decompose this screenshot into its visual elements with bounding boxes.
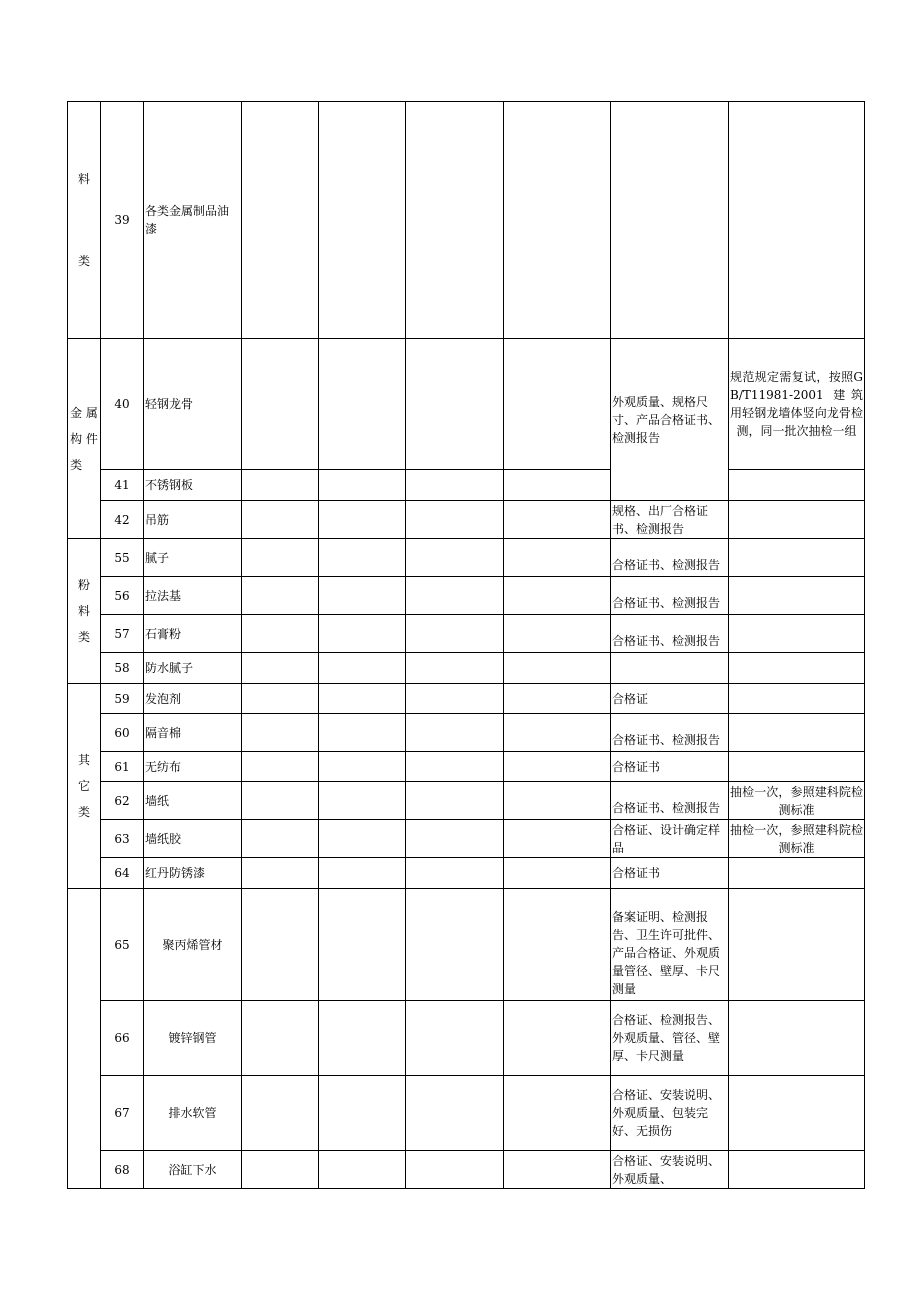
item-name: 各类金属制品油漆 (144, 102, 242, 339)
empty-cell (319, 470, 406, 501)
item-requirement: 外观质量、规格尺寸、产品合格证书、检测报告 (611, 339, 729, 501)
item-number: 61 (101, 752, 144, 782)
empty-cell (242, 820, 319, 858)
item-number: 39 (101, 102, 144, 339)
item-number: 55 (101, 539, 144, 577)
item-number: 63 (101, 820, 144, 858)
item-name: 镀锌钢管 (144, 1001, 242, 1076)
empty-cell (504, 501, 611, 539)
empty-cell (242, 615, 319, 653)
item-name: 红丹防锈漆 (144, 858, 242, 889)
item-note (729, 102, 865, 339)
item-number: 40 (101, 339, 144, 470)
empty-cell (319, 102, 406, 339)
item-name: 腻子 (144, 539, 242, 577)
item-note (729, 577, 865, 615)
empty-cell (504, 752, 611, 782)
category-label: 构 件 (70, 431, 98, 446)
item-name: 墙纸 (144, 782, 242, 820)
item-number: 41 (101, 470, 144, 501)
empty-cell (406, 752, 504, 782)
category-cell (68, 889, 101, 1189)
item-note (729, 752, 865, 782)
item-number: 64 (101, 858, 144, 889)
item-requirement: 合格证书、检测报告 (611, 782, 729, 820)
item-note (729, 653, 865, 684)
item-name: 石膏粉 (144, 615, 242, 653)
empty-cell (406, 615, 504, 653)
category-label: 类 (70, 457, 83, 472)
empty-cell (242, 577, 319, 615)
empty-cell (319, 577, 406, 615)
empty-cell (504, 615, 611, 653)
item-note (729, 889, 865, 1001)
empty-cell (406, 1076, 504, 1151)
category-label: 金 属 (70, 405, 98, 420)
item-note (729, 714, 865, 752)
empty-cell (242, 501, 319, 539)
empty-cell (406, 782, 504, 820)
category-cell (68, 102, 101, 339)
item-name: 发泡剂 (144, 684, 242, 714)
item-requirement (611, 102, 729, 339)
empty-cell (406, 102, 504, 339)
empty-cell (242, 889, 319, 1001)
empty-cell (319, 539, 406, 577)
item-number: 66 (101, 1001, 144, 1076)
category-cell (68, 684, 101, 889)
table-row (68, 470, 865, 501)
table-row (68, 1151, 865, 1189)
item-requirement (611, 653, 729, 684)
empty-cell (504, 782, 611, 820)
empty-cell (242, 102, 319, 339)
empty-cell (406, 889, 504, 1001)
category-cell (68, 339, 101, 539)
item-requirement: 合格证书、检测报告 (611, 615, 729, 653)
item-name: 无纺布 (144, 752, 242, 782)
empty-cell (242, 684, 319, 714)
empty-cell (319, 782, 406, 820)
item-requirement: 规格、出厂合格证书、检测报告 (611, 501, 729, 539)
table-row (68, 752, 865, 782)
empty-cell (504, 577, 611, 615)
empty-cell (406, 470, 504, 501)
material-inspection-table (67, 101, 865, 1189)
item-name: 浴缸下水 (144, 1151, 242, 1189)
empty-cell (319, 615, 406, 653)
empty-cell (504, 684, 611, 714)
table-row (68, 889, 865, 1001)
item-requirement: 合格证书 (611, 752, 729, 782)
empty-cell (504, 714, 611, 752)
table-row (68, 615, 865, 653)
empty-cell (406, 858, 504, 889)
empty-cell (504, 539, 611, 577)
table-row (68, 102, 865, 339)
empty-cell (504, 889, 611, 1001)
empty-cell (406, 539, 504, 577)
item-name: 隔音棉 (144, 714, 242, 752)
item-number: 60 (101, 714, 144, 752)
empty-cell (504, 102, 611, 339)
item-requirement: 合格证 (611, 684, 729, 714)
table-row (68, 539, 865, 577)
item-requirement: 合格证、检测报告、外观质量、管径、壁厚、卡尺测量 (611, 1001, 729, 1076)
empty-cell (242, 1151, 319, 1189)
empty-cell (406, 577, 504, 615)
empty-cell (319, 858, 406, 889)
item-requirement: 备案证明、检测报告、卫生许可批件、产品合格证、外观质量管径、壁厚、卡尺测量 (611, 889, 729, 1001)
empty-cell (406, 820, 504, 858)
item-note (729, 1076, 865, 1151)
table-row (68, 858, 865, 889)
empty-cell (504, 820, 611, 858)
category-cell (68, 539, 101, 684)
item-number: 65 (101, 889, 144, 1001)
empty-cell (406, 684, 504, 714)
empty-cell (319, 1076, 406, 1151)
empty-cell (406, 714, 504, 752)
item-requirement: 合格证、安装说明、外观质量、包装完好、无损伤 (611, 1076, 729, 1151)
empty-cell (319, 339, 406, 470)
empty-cell (319, 653, 406, 684)
category-label: 类 (77, 630, 90, 644)
item-note (729, 1151, 865, 1189)
item-requirement: 合格证、安装说明、外观质量、 (611, 1151, 729, 1189)
empty-cell (406, 339, 504, 470)
empty-cell (319, 1151, 406, 1189)
empty-cell (406, 501, 504, 539)
empty-cell (504, 1076, 611, 1151)
item-note (729, 539, 865, 577)
table-row (68, 653, 865, 684)
item-number: 57 (101, 615, 144, 653)
empty-cell (242, 1076, 319, 1151)
empty-cell (242, 714, 319, 752)
category-label: 粉 (77, 578, 90, 592)
empty-cell (504, 653, 611, 684)
empty-cell (504, 1151, 611, 1189)
empty-cell (319, 752, 406, 782)
empty-cell (504, 858, 611, 889)
item-number: 68 (101, 1151, 144, 1189)
empty-cell (242, 1001, 319, 1076)
empty-cell (406, 1151, 504, 1189)
empty-cell (242, 539, 319, 577)
empty-cell (406, 1001, 504, 1076)
empty-cell (242, 339, 319, 470)
category-label: 它 (77, 779, 90, 793)
empty-cell (242, 653, 319, 684)
table-row (68, 684, 865, 714)
item-requirement: 合格证书、检测报告 (611, 714, 729, 752)
item-name: 拉法基 (144, 577, 242, 615)
item-name: 防水腻子 (144, 653, 242, 684)
item-number: 59 (101, 684, 144, 714)
item-requirement: 合格证书、检测报告 (611, 539, 729, 577)
empty-cell (319, 501, 406, 539)
item-number: 62 (101, 782, 144, 820)
item-name: 轻钢龙骨 (144, 339, 242, 470)
category-label: 料 (77, 172, 90, 186)
item-name: 不锈钢板 (144, 470, 242, 501)
item-note (729, 615, 865, 653)
empty-cell (319, 1001, 406, 1076)
category-label: 其 (77, 753, 90, 767)
item-note (729, 684, 865, 714)
table-row (68, 782, 865, 820)
empty-cell (319, 714, 406, 752)
item-number: 58 (101, 653, 144, 684)
empty-cell (242, 858, 319, 889)
table-row (68, 1076, 865, 1151)
empty-cell (319, 889, 406, 1001)
item-note: 规范规定需复试，按照GB/T11981-2001 建筑用轻钢龙墙体竖向龙骨检测，同一批次抽检一组 (729, 339, 865, 470)
item-number: 56 (101, 577, 144, 615)
item-note (729, 501, 865, 539)
item-name: 排水软管 (144, 1076, 242, 1151)
empty-cell (504, 339, 611, 470)
table-row (68, 339, 865, 470)
item-note (729, 470, 865, 501)
item-number: 67 (101, 1076, 144, 1151)
item-note: 抽检一次，参照建科院检测标准 (729, 782, 865, 820)
item-note (729, 858, 865, 889)
item-requirement: 合格证书、检测报告 (611, 577, 729, 615)
empty-cell (319, 820, 406, 858)
empty-cell (406, 653, 504, 684)
item-note (729, 1001, 865, 1076)
empty-cell (242, 752, 319, 782)
table-row (68, 714, 865, 752)
table-row (68, 501, 865, 539)
empty-cell (242, 470, 319, 501)
category-label: 料 (77, 604, 90, 618)
item-requirement: 合格证书 (611, 858, 729, 889)
item-name: 墙纸胶 (144, 820, 242, 858)
item-requirement: 合格证、设计确定样品 (611, 820, 729, 858)
table-row (68, 577, 865, 615)
item-name: 聚丙烯管材 (144, 889, 242, 1001)
table-row (68, 820, 865, 858)
item-name: 吊筋 (144, 501, 242, 539)
empty-cell (504, 470, 611, 501)
category-label: 类 (77, 254, 90, 268)
item-number: 42 (101, 501, 144, 539)
empty-cell (504, 1001, 611, 1076)
table-row (68, 1001, 865, 1076)
empty-cell (319, 684, 406, 714)
empty-cell (242, 782, 319, 820)
item-note: 抽检一次，参照建科院检测标准 (729, 820, 865, 858)
category-label: 类 (77, 805, 90, 819)
